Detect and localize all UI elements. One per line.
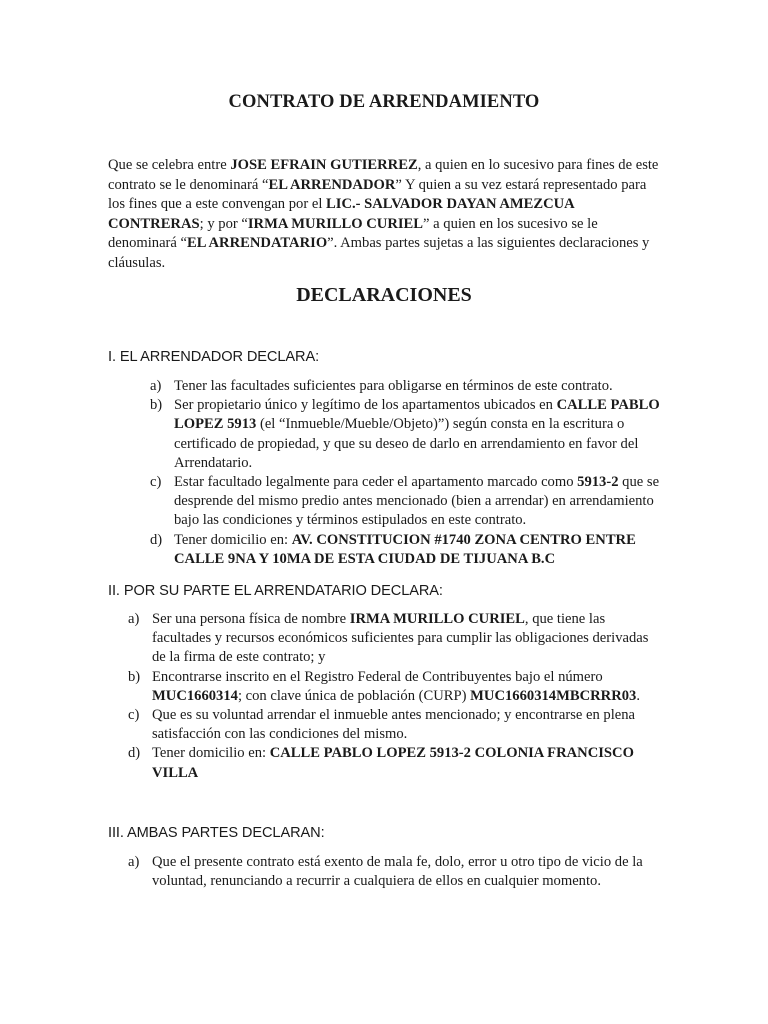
item-bold-text: CALLE PABLO LOPEZ 5913 xyxy=(174,397,660,433)
item-text: Tener las facultades suficientes para obligarse en términos de este contrato. xyxy=(174,378,613,394)
item-text: Tener domicilio en: xyxy=(152,745,270,762)
item-bold-text: 5913-2 xyxy=(577,474,619,491)
list-item xyxy=(108,853,664,891)
item-bold-text: AV. CONSTITUCION #1740 ZONA CENTRO ENTRE CALLE 9NA Y 10MA DE ESTA CIUDAD DE TIJUANA B.C xyxy=(174,531,636,567)
list-item xyxy=(108,396,664,473)
arrendador-label: EL ARRENDADOR xyxy=(268,176,396,193)
list-marker: b) xyxy=(128,668,141,685)
list-item xyxy=(108,531,664,569)
section-1-list xyxy=(108,377,664,569)
arrendador-name: JOSE EFRAIN GUTIERREZ xyxy=(230,157,418,173)
item-text: que se desprende del mismo predio antes mencionado (bien a arrendar) en arrendamiento bajo las condiciones y términos estipulados en este contrato. xyxy=(174,474,660,529)
list-marker: a) xyxy=(128,611,140,627)
item-text: Que es su voluntad arrendar el inmueble antes mencionado; y encontrarse en plena satisfacción con las condiciones del mismo. xyxy=(152,707,636,743)
list-item xyxy=(108,610,664,668)
item-text: , que tiene las facultades y recursos económicos suficientes para cumplir las obligaciones derivadas de la firma de este contrato; y xyxy=(152,611,649,666)
section-3-list xyxy=(108,853,664,891)
item-text: ; con clave única de población (CURP) xyxy=(237,687,471,704)
item-text: . xyxy=(636,687,641,704)
intro-text-1: Que se celebra entre xyxy=(108,157,231,173)
item-text: Ser propietario único y legítimo de los apartamentos ubicados en xyxy=(174,397,557,414)
representative-name: LIC.- SALVADOR DAYAN AMEZCUA CONTRERAS xyxy=(108,196,574,232)
item-text: Estar facultado legalmente para ceder el apartamento marcado como xyxy=(174,474,578,491)
item-text: Ser una persona física de nombre xyxy=(152,611,350,627)
item-bold-text: CALLE PABLO LOPEZ 5913-2 COLONIA FRANCISCO VILLA xyxy=(152,745,634,781)
declaraciones-heading: DECLARACIONES xyxy=(296,284,472,306)
item-bold-text: MUC1660314 xyxy=(152,687,238,704)
section-2-title: II. POR SU PARTE EL ARRENDATARIO DECLARA: xyxy=(108,583,443,599)
document-title: CONTRATO DE ARRENDAMIENTO xyxy=(228,92,540,112)
list-item xyxy=(108,473,664,531)
section-3-title: III. AMBAS PARTES DECLARAN: xyxy=(108,825,325,841)
item-bold-text: MUC1660314MBCRRR03 xyxy=(470,687,637,704)
item-text: (el “Inmueble/Mueble/Objeto)”) según consta en la escritura o certificado de propiedad, y que su deseo de darlo en arrendamiento en favor del Arrendatario. xyxy=(174,416,639,471)
list-item xyxy=(108,668,664,706)
item-bold-text: IRMA MURILLO CURIEL xyxy=(349,611,525,627)
arrendatario-label: EL ARRENDATARIO xyxy=(187,235,328,252)
intro-text-4: ; y por “ xyxy=(199,215,248,232)
list-item xyxy=(108,706,664,744)
list-marker: c) xyxy=(128,707,140,724)
list-marker: a) xyxy=(128,854,140,870)
list-marker: a) xyxy=(150,378,162,394)
section-2-list xyxy=(108,610,664,783)
item-text: Tener domicilio en: xyxy=(174,531,292,548)
intro-text-5: ” a quien en los sucesivo se le denominará “ xyxy=(108,215,598,252)
list-marker: d) xyxy=(150,531,163,548)
item-text: Encontrarse inscrito en el Registro Federal de Contribuyentes bajo el número xyxy=(152,668,603,685)
list-marker: c) xyxy=(150,474,162,491)
list-marker: d) xyxy=(128,745,141,762)
intro-text-2: , a quien en lo sucesivo para fines de este contrato se le denominará “ xyxy=(108,157,659,193)
item-text: Que el presente contrato está exento de mala fe, dolo, error u otro tipo de vicio de la voluntad, renunciando a recurrir a cualquiera de ellos en cualquier momento. xyxy=(152,854,643,890)
list-item xyxy=(108,744,664,782)
intro-paragraph xyxy=(108,156,664,274)
list-item xyxy=(108,377,664,396)
list-marker: b) xyxy=(150,397,163,414)
section-1-title: I. EL ARRENDADOR DECLARA: xyxy=(108,349,320,365)
intro-text-6: ”. Ambas partes sujetas a las siguientes declaraciones y cláusulas. xyxy=(108,235,650,271)
intro-text-3: ” Y quien a su vez estará representado para los fines que a este convengan por el xyxy=(108,176,647,213)
arrendataria-name: IRMA MURILLO CURIEL xyxy=(247,215,424,232)
